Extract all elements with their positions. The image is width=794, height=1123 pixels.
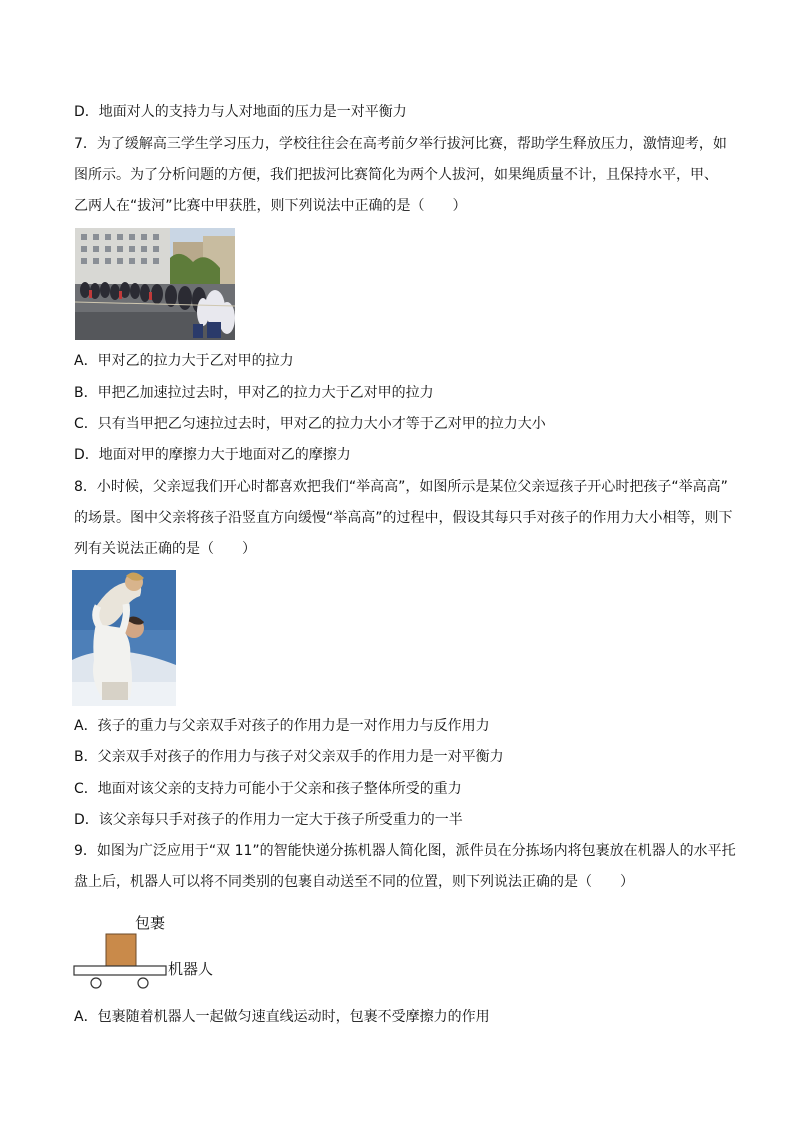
q7-stem-line-2: 图所示。为了分析问题的方便，我们把拔河比赛简化为两个人拔河，如果绳质量不计，且保持水平，甲、 (74, 167, 718, 183)
q8-option-c: C．地面对该父亲的支持力可能小于父亲和孩子整体所受的重力 (74, 781, 462, 797)
tug-of-war-photo (75, 228, 235, 340)
q8-stem-line-3: 列有关说法正确的是（ ） (74, 541, 256, 557)
q7-stem-line-1: 7．为了缓解高三学生学习压力，学校往往会在高考前夕举行拔河比赛，帮助学生释放压力，激情迎考，如 (74, 136, 727, 152)
q6-option-d: D．地面对人的支持力与人对地面的压力是一对平衡力 (74, 104, 407, 120)
package-label: 包裹 (135, 914, 166, 932)
q8-option-d: D．该父亲每只手对孩子的作用力一定大于孩子所受重力的一半 (74, 812, 463, 828)
q9-option-a: A．包裹随着机器人一起做匀速直线运动时，包裹不受摩擦力的作用 (74, 1009, 490, 1025)
q9-stem-line-2: 盘上后，机器人可以将不同类别的包裹自动送至不同的位置，则下列说法正确的是（ ） (74, 874, 634, 890)
q8-stem-line-1: 8．小时候，父亲逗我们开心时都喜欢把我们“举高高”，如图所示是某位父亲逗孩子开心时把孩子“举高高” (74, 479, 728, 495)
q8-option-a: A．孩子的重力与父亲双手对孩子的作用力是一对作用力与反作用力 (74, 718, 490, 734)
father-lifting-child-photo (72, 570, 176, 706)
q7-option-b: B．甲把乙加速拉过去时，甲对乙的拉力大于乙对甲的拉力 (74, 385, 434, 401)
q7-option-d: D．地面对甲的摩擦力大于地面对乙的摩擦力 (74, 447, 351, 463)
q8-stem-line-2: 的场景。图中父亲将孩子沿竖直方向缓慢“举高高”的过程中，假设其每只手对孩子的作用力大小相等，则下 (74, 510, 733, 526)
q7-option-a: A．甲对乙的拉力大于乙对甲的拉力 (74, 353, 294, 369)
q7-option-c: C．只有当甲把乙匀速拉过去时，甲对乙的拉力大小才等于乙对甲的拉力大小 (74, 416, 546, 432)
robot-label: 机器人 (168, 960, 214, 978)
q8-option-b: B．父亲双手对孩子的作用力与孩子对父亲双手的作用力是一对平衡力 (74, 749, 504, 765)
q9-stem-line-1: 9．如图为广泛应用于“双 11”的智能快递分拣机器人简化图，派件员在分拣场内将包裹放在机器人的水平托 (74, 843, 736, 859)
q7-stem-line-3: 乙两人在“拔河”比赛中甲获胜，则下列说法中正确的是（ ） (74, 198, 467, 214)
